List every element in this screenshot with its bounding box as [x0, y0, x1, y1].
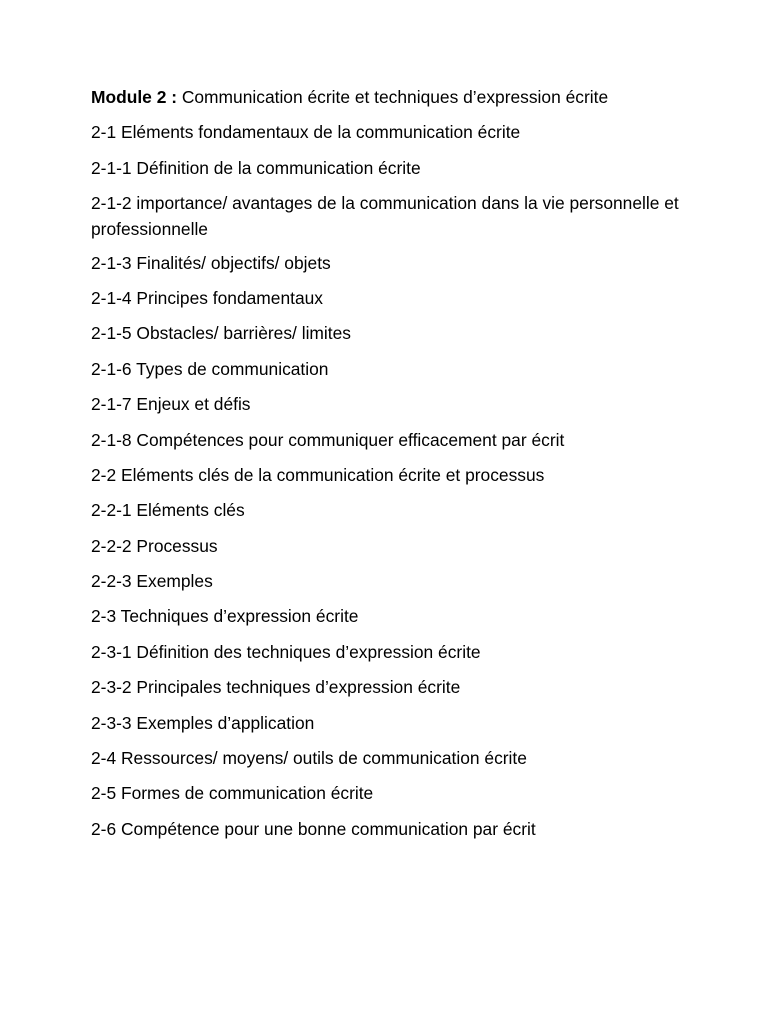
document-body: [91, 86, 691, 853]
outline-line: 2-2-1 Eléments clés: [91, 500, 245, 521]
module-title: Communication écrite et techniques d’expression écrite: [177, 87, 609, 107]
outline-line: 2-1-7 Enjeux et défis: [91, 394, 251, 415]
outline-line: 2-2-3 Exemples: [91, 571, 213, 592]
module-label: Module 2 :: [91, 87, 177, 107]
outline-line: 2-1 Eléments fondamentaux de la communication écrite: [91, 122, 521, 143]
outline-line: 2-1-5 Obstacles/ barrières/ limites: [91, 323, 351, 344]
outline-line: 2-4 Ressources/ moyens/ outils de communication écrite: [91, 748, 527, 769]
outline-line: 2-1-8 Compétences pour communiquer efficacement par écrit: [91, 429, 565, 450]
outline-line: 2-3-3 Exemples d’application: [91, 712, 315, 733]
outline-line: 2-6 Compétence pour une bonne communication par écrit: [91, 818, 536, 839]
outline-line: 2-1-1 Définition de la communication écrite: [91, 157, 421, 178]
outline-line: 2-3 Techniques d’expression écrite: [91, 606, 359, 627]
outline-line: 2-3-2 Principales techniques d’expression écrite: [91, 677, 461, 698]
outline-line: 2-2-2 Processus: [91, 535, 218, 556]
outline-line: 2-1-2 importance/ avantages de la communication dans la vie personnelle et professionnelle: [91, 193, 679, 240]
outline-line: 2-1-6 Types de communication: [91, 358, 329, 379]
outline-line: 2-3-1 Définition des techniques d’expression écrite: [91, 641, 481, 662]
outline-line: 2-1-4 Principes fondamentaux: [91, 287, 324, 308]
outline-line: 2-1-3 Finalités/ objectifs/ objets: [91, 252, 331, 273]
module-heading: [91, 86, 691, 108]
outline-line: 2-2 Eléments clés de la communication écrite et processus: [91, 464, 545, 485]
outline-line: 2-5 Formes de communication écrite: [91, 783, 374, 804]
